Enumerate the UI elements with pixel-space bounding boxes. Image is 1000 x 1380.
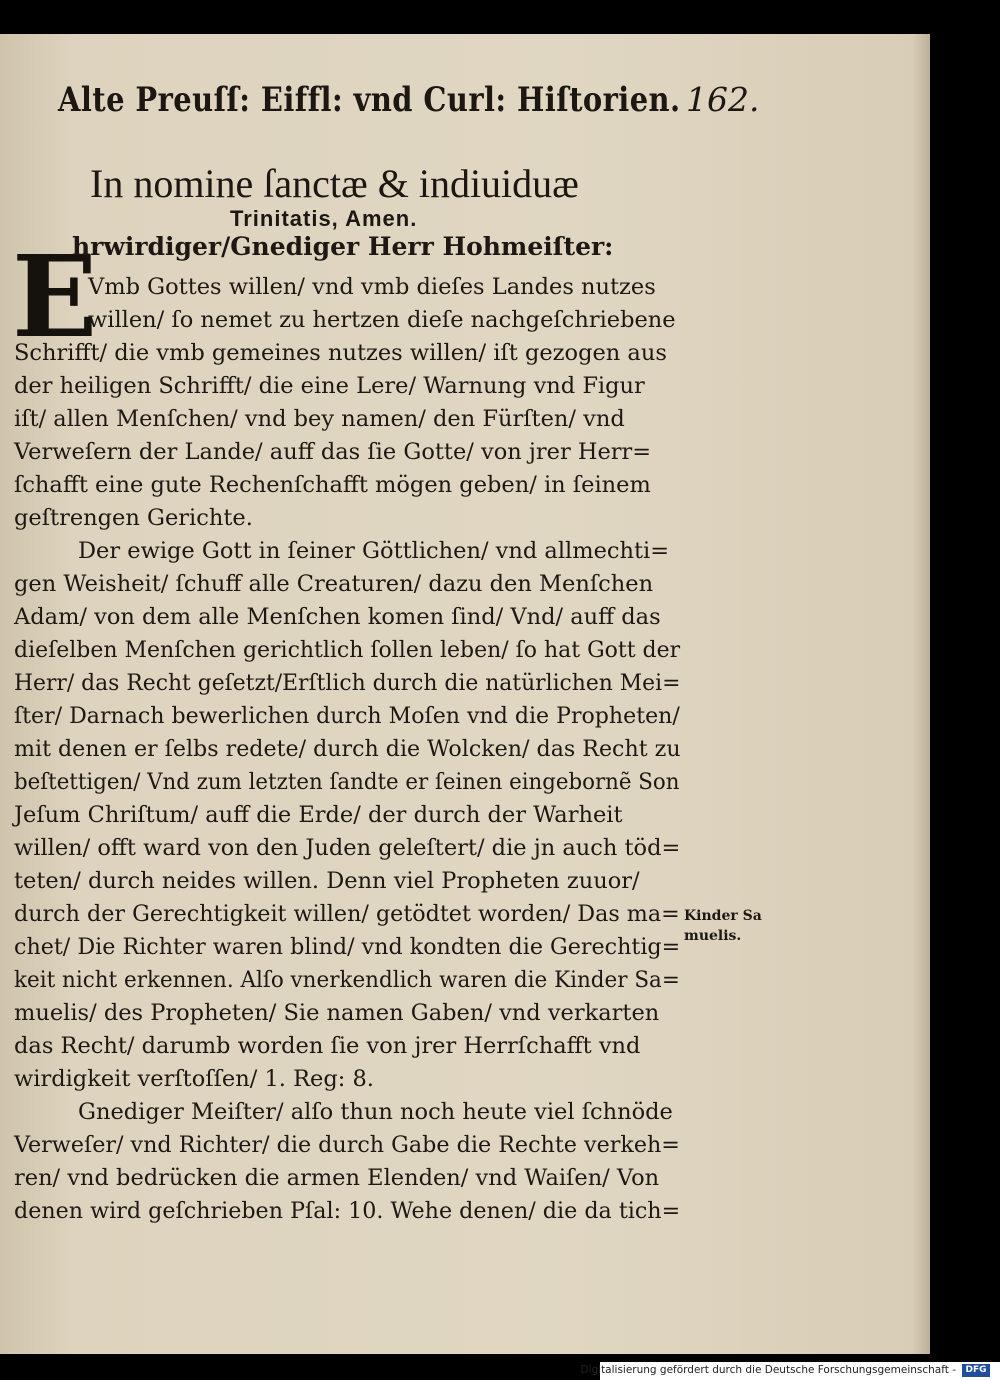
body-line: willen/ ſo nemet zu hertzen dieſe nachgeſchriebene	[88, 307, 676, 333]
body-line: ſchafft eine gute Rechenſchafft mögen geben/ in ſeinem	[14, 472, 651, 498]
body-line: durch der Gerechtigkeit willen/ getödtet worden/ Das ma=	[14, 901, 680, 927]
funding-credit: Digitalisierung gefördert durch die Deutsche Forschungsgemeinschaft -	[580, 1364, 956, 1376]
body-line: Jeſum Chriſtum/ auff die Erde/ der durch der Warheit	[14, 802, 623, 828]
body-line: Der ewige Gott in ſeiner Göttlichen/ vnd allmechti=	[78, 538, 670, 564]
body-line: iſt/ allen Menſchen/ vnd bey namen/ den Fürſten/ vnd	[14, 406, 625, 432]
marginal-note-line: Kinder Sa	[684, 908, 762, 924]
body-line: das Recht/ darumb worden ſie von jrer Herrſchafft vnd	[14, 1033, 641, 1059]
body-line: Vmb Gottes willen/ vnd vmb dieſes Landes nutzes	[88, 274, 656, 300]
decorated-initial: E	[12, 232, 98, 363]
body-line: willen/ offt ward von den Juden geleſtert/ die jn auch töd=	[14, 835, 681, 861]
body-line: Verweſer/ vnd Richter/ die durch Gabe die Rechte verkeh=	[14, 1132, 680, 1158]
body-line: muelis/ des Propheten/ Sie namen Gaben/ vnd verkarten	[14, 1000, 660, 1026]
body-line: ren/ vnd bedrücken die armen Elenden/ vnd Waiſen/ Von	[14, 1165, 660, 1191]
body-line: ſter/ Darnach bewerlichen durch Moſen vnd die Propheten/	[14, 703, 680, 729]
body-line: Herr/ das Recht geſetzt/Erſtlich durch die natürlichen Mei=	[14, 670, 681, 696]
page-number: 162.	[686, 80, 760, 119]
book-page	[0, 34, 930, 1354]
body-line: der heiligen Schrifft/ die eine Lere/ Warnung vnd Figur	[14, 373, 645, 399]
dfg-logo: DFG	[962, 1364, 990, 1377]
body-line: Adam/ von dem alle Menſchen komen ſind/ Vnd/ auff das	[14, 604, 661, 630]
title-line-1: In nomine ſanctæ & indiuiduæ	[90, 161, 579, 206]
body-line: geſtrengen Gerichte.	[14, 505, 253, 531]
body-line: beſtettigen/ Vnd zum letzten ſandte er ſeinen eingebornẽ Son	[14, 769, 680, 795]
body-line: Verweſern der Lande/ auff das ſie Gotte/ von jrer Herr=	[14, 439, 652, 465]
body-line: chet/ Die Richter waren blind/ vnd kondten die Gerechtig=	[14, 934, 681, 960]
running-head: Alte Preuſſ: Eiffl: vnd Curl: Hiſtorien.	[58, 80, 681, 120]
body-line: mit denen er ſelbs redete/ durch die Wolcken/ das Recht zu	[14, 736, 681, 762]
marginal-note	[684, 906, 804, 946]
body-line: Schrifft/ die vmb gemeines nutzes willen/ iſt gezogen aus	[14, 340, 667, 366]
marginal-note-line: muelis.	[684, 928, 742, 944]
body-line: gen Weisheit/ ſchuff alle Creaturen/ dazu den Menſchen	[14, 571, 654, 597]
body-line: keit nicht erkennen. Alſo vnerkendlich waren die Kinder Sa=	[14, 967, 680, 993]
body-line: Gnediger Meiſter/ alſo thun noch heute viel ſchnöde	[78, 1099, 673, 1125]
body-line: dieſelben Menſchen gerichtlich ſollen leben/ ſo hat Gott der	[14, 637, 681, 663]
body-line: teten/ durch neides willen. Denn viel Propheten zuuor/	[14, 868, 640, 894]
body-line: wirdigkeit verſtoſſen/ 1. Reg: 8.	[14, 1066, 374, 1092]
body-line: hrwirdiger/Gnediger Herr Hohmeiſter:	[72, 232, 614, 261]
title-line-2: Trinitatis, Amen.	[230, 206, 418, 231]
body-line: denen wird geſchrieben Pſal: 10. Wehe denen/ die da tich=	[14, 1198, 681, 1224]
